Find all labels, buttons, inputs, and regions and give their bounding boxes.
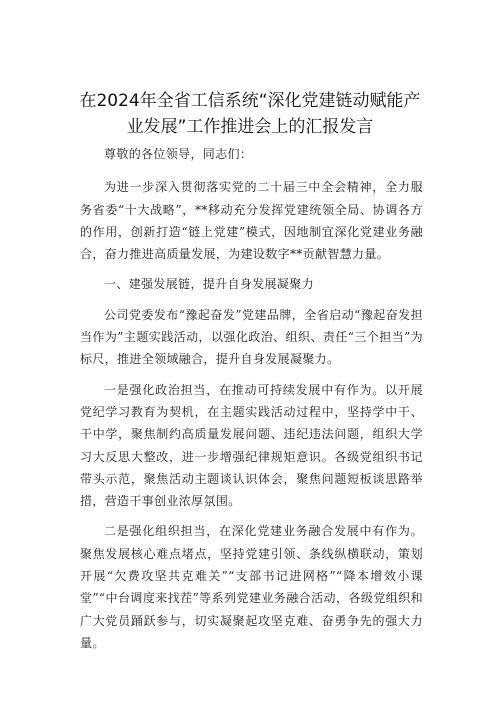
paragraph-intro: 为进一步深入贯彻落实党的二十届三中全会精神，全力服务省委“十大战略”，**移动充分发挥党建统领全局、协调各方的作用，创新打造“链上党建”模式，因地制宜深化党建业务融合，奋力推进高质量发展，为建设数字**贡献智慧力量。 [80, 180, 423, 262]
title-line-2: 业发展”工作推进会上的汇报发言 [126, 117, 374, 137]
paragraph-party-brand: 公司党委发布“豫起奋发”党建品牌，全省启动“豫起奋发担当作为”主题实践活动，以强化政治、组织、责任“三个担当”为标尺，推进全领域融合，提升自身发展凝聚力。 [80, 307, 423, 367]
document-title [60, 88, 440, 140]
paragraph-organizational-responsibility: 二是强化组织担当，在深化党建业务融合发展中有作为。聚焦发展核心难点堵点，坚持党建引领、条线纵横联动，策划开展“欠费攻坚共克难关”“支部书记进网格”“降本增效小课堂”“中台调度来找茬”等系列党建业务融合活动，各级党组织和广大党员踊跃参与，切实凝聚起攻坚克难、奋勇争先的强大力量。 [80, 524, 423, 650]
salutation: 尊敬的各位领导，同志们： [104, 147, 253, 161]
title-line-1: 在2024年全省工信系统“深化党建链动赋能产 [79, 91, 421, 111]
paragraph-political-responsibility: 一是强化政治担当，在推动可持续发展中有作为。以开展党纪学习教育为契机，在主题实践活动过程中，坚持学中干、干中学，聚焦制约高质量发展问题、违纪违法问题，组织大学习大反思大整改，进一步增强纪律规矩意识。各级党组织书记带头示范，聚焦活动主题谈认识体会，聚焦问题短板谈思路举措，营造干事创业浓厚氛围。 [80, 382, 423, 509]
section-heading-1: 一、建强发展链，提升自身发展凝聚力 [104, 277, 314, 292]
document-body [80, 143, 423, 654]
